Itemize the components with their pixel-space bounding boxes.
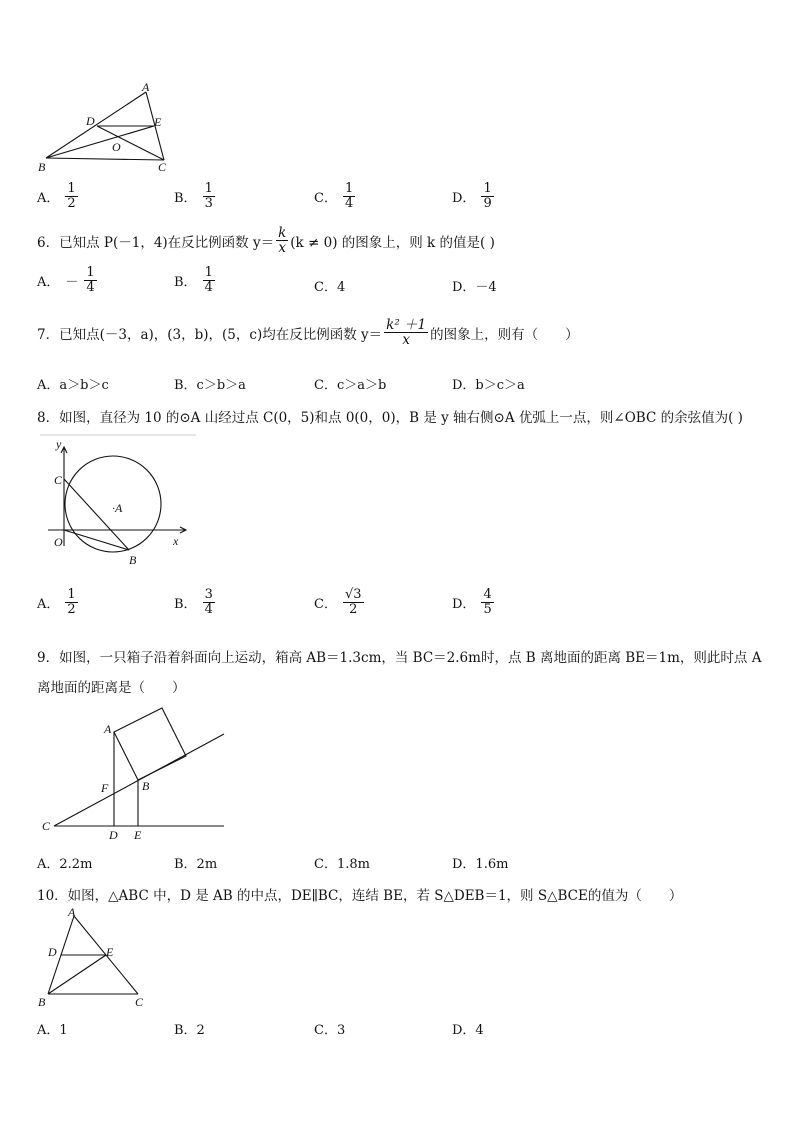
q9-choice-d[interactable]: [452, 853, 508, 872]
fraction: [203, 266, 215, 294]
q8-choice-d[interactable]: [452, 588, 494, 616]
label-D: D: [109, 828, 118, 842]
segment-BA: [46, 92, 146, 158]
q7-choice-d[interactable]: [452, 374, 525, 393]
denominator: x: [278, 240, 286, 257]
choice-letter: B．: [174, 274, 197, 290]
segment-BC: [46, 158, 164, 160]
label-E: E: [106, 945, 114, 959]
q8-stem: 8．如图，直径为 10 的⊙A 山经过点 C(0，5)和点 0(0，0)，B 是 y 轴右侧⊙A 优弧上一点，则∠OBC 的余弦值为( ): [37, 410, 743, 426]
denominator: 5: [483, 601, 492, 617]
numerator: 3: [204, 587, 213, 602]
label-C: C: [135, 995, 144, 1009]
label-E: E: [154, 115, 162, 129]
choice-text: B．2m: [174, 857, 218, 872]
choice-letter: B．: [174, 596, 197, 612]
q7-choice-a[interactable]: [37, 374, 109, 393]
label-E: E: [134, 828, 142, 842]
label-D: D: [48, 945, 57, 959]
segment-DC: [97, 126, 164, 160]
denominator: 4: [344, 195, 354, 211]
q5-choice-d[interactable]: [452, 182, 494, 210]
denominator: 4: [204, 279, 213, 295]
box: [114, 708, 186, 780]
q7-stem-text: 7．已知点(－3，a)，(3，b)，(5，c)均在反比例函数 y＝: [37, 326, 383, 343]
q10-choice-c[interactable]: [314, 1019, 345, 1038]
choice-letter: B．: [174, 190, 197, 206]
fraction: [481, 182, 493, 210]
choice-text: A．a＞b＞c: [37, 378, 109, 393]
label-C: C: [54, 473, 63, 487]
q9-choice-b[interactable]: [174, 853, 217, 872]
choice-text: C．c＞a＞b: [314, 378, 387, 393]
numerator: 1: [204, 265, 213, 280]
figure-q5: [30, 80, 180, 175]
label-A: A: [142, 80, 150, 94]
choice-text: C．4: [314, 280, 346, 295]
label-O: O: [112, 140, 121, 154]
label-x: x: [173, 534, 179, 548]
fraction: [65, 182, 77, 210]
fraction: [203, 182, 215, 210]
label-O: O: [54, 535, 63, 549]
choice-letter: A．: [37, 596, 60, 612]
choice-letter: D．: [452, 596, 476, 612]
denominator: 2: [67, 195, 76, 211]
denominator: 2: [67, 601, 76, 617]
choice-text: D．b＞c＞a: [452, 378, 525, 393]
label-A: A: [104, 722, 112, 736]
numerator: k: [278, 225, 287, 241]
q7-stem: [37, 318, 579, 347]
numerator: 1: [67, 181, 76, 196]
fraction: [65, 588, 77, 616]
q9-choice-a[interactable]: [37, 853, 92, 872]
label-B: B: [142, 779, 150, 793]
fraction: [481, 588, 493, 616]
q10-choice-d[interactable]: [452, 1019, 484, 1038]
label-B: B: [129, 553, 137, 567]
choice-text: D．4: [452, 1023, 484, 1038]
minus-sign: －: [65, 274, 79, 290]
fraction-k-over-x: [276, 226, 288, 255]
denominator: 9: [483, 195, 492, 211]
q6-choice-d[interactable]: [452, 276, 497, 295]
segment-BE: [46, 126, 154, 158]
numerator: 1: [67, 587, 76, 602]
q9-stem-line2: 离地面的距离是（ ）: [37, 680, 186, 696]
segment-BE: [48, 955, 106, 994]
choice-text: B．2: [174, 1023, 205, 1038]
label-F: F: [101, 781, 109, 795]
q10-choice-a[interactable]: [37, 1019, 68, 1038]
q10-stem: 10．如图，△ABC 中，D 是 AB 的中点，DE∥BC，连结 BE，若 S△DEB＝1，则 S△BCE的值为（ ）: [37, 888, 683, 904]
choice-letter: A．: [37, 190, 60, 206]
q5-choice-c[interactable]: [314, 182, 355, 210]
choice-letter: D．: [452, 190, 476, 206]
numerator: 1: [204, 181, 213, 196]
figure-q10: [34, 904, 154, 1010]
q6-choice-a[interactable]: [37, 266, 97, 294]
q7-choice-b[interactable]: [174, 374, 246, 393]
q7-choice-c[interactable]: [314, 374, 386, 393]
q10-choice-b[interactable]: [174, 1019, 205, 1038]
numerator: 1: [86, 265, 95, 280]
q7-stem-tail: 的图象上，则有（ ）: [430, 326, 579, 343]
fraction-k2plus1-over-x: [384, 318, 428, 347]
numerator: k² ＋1: [386, 317, 427, 333]
choice-text: D．－4: [452, 280, 497, 295]
q6-choice-b[interactable]: [174, 266, 215, 294]
numerator: 1: [483, 181, 492, 196]
denominator: 2: [349, 601, 358, 617]
q6-stem-text: 6．已知点 P(－1，4)在反比例函数 y＝: [37, 234, 275, 251]
q6-stem-tail: (k ≠ 0) 的图象上，则 k 的值是( ): [290, 234, 495, 251]
choice-text: A．2.2m: [37, 857, 93, 872]
denominator: 4: [204, 601, 213, 617]
figure-q8: [36, 434, 198, 570]
label-C: C: [158, 160, 167, 174]
choice-text: C．3: [314, 1023, 346, 1038]
fraction: [343, 182, 355, 210]
fraction: [343, 588, 364, 616]
label-A: ·A: [112, 501, 123, 515]
q9-stem-line1: 9．如图，一只箱子沿着斜面向上运动，箱高 AB＝1.3cm，当 BC＝2.6m时，点 B 离地面的距离 BE＝1m，则此时点 A: [37, 650, 762, 666]
choice-letter: C．: [314, 190, 337, 206]
fraction: [203, 588, 215, 616]
label-B: B: [38, 160, 46, 174]
denominator: 3: [204, 195, 213, 211]
q6-stem: [37, 226, 495, 255]
choice-text: A．1: [37, 1023, 68, 1038]
label-B: B: [38, 995, 46, 1009]
label-A: A: [68, 905, 76, 919]
fraction: [84, 266, 96, 294]
q9-choice-c[interactable]: [314, 853, 370, 872]
choice-text: C．1.8m: [314, 857, 370, 872]
choice-letter: C．: [314, 596, 337, 612]
q5-choice-a[interactable]: [37, 182, 78, 210]
numerator: √3: [344, 587, 362, 602]
denominator: 4: [86, 279, 95, 295]
choice-letter: A．: [37, 274, 60, 290]
choice-text: D．1.6m: [452, 857, 509, 872]
label-C: C: [42, 819, 51, 833]
q5-choice-b[interactable]: [174, 182, 215, 210]
choice-text: B．c＞b＞a: [174, 378, 246, 393]
q6-choice-c[interactable]: [314, 276, 345, 295]
numerator: 1: [344, 181, 354, 196]
q8-choice-c[interactable]: [314, 588, 364, 616]
label-D: D: [86, 114, 95, 128]
q8-choice-b[interactable]: [174, 588, 215, 616]
numerator: 4: [483, 587, 492, 602]
figure-q9: [38, 700, 228, 844]
denominator: x: [402, 332, 410, 349]
q8-choice-a[interactable]: [37, 588, 78, 616]
label-y: y: [56, 437, 62, 451]
